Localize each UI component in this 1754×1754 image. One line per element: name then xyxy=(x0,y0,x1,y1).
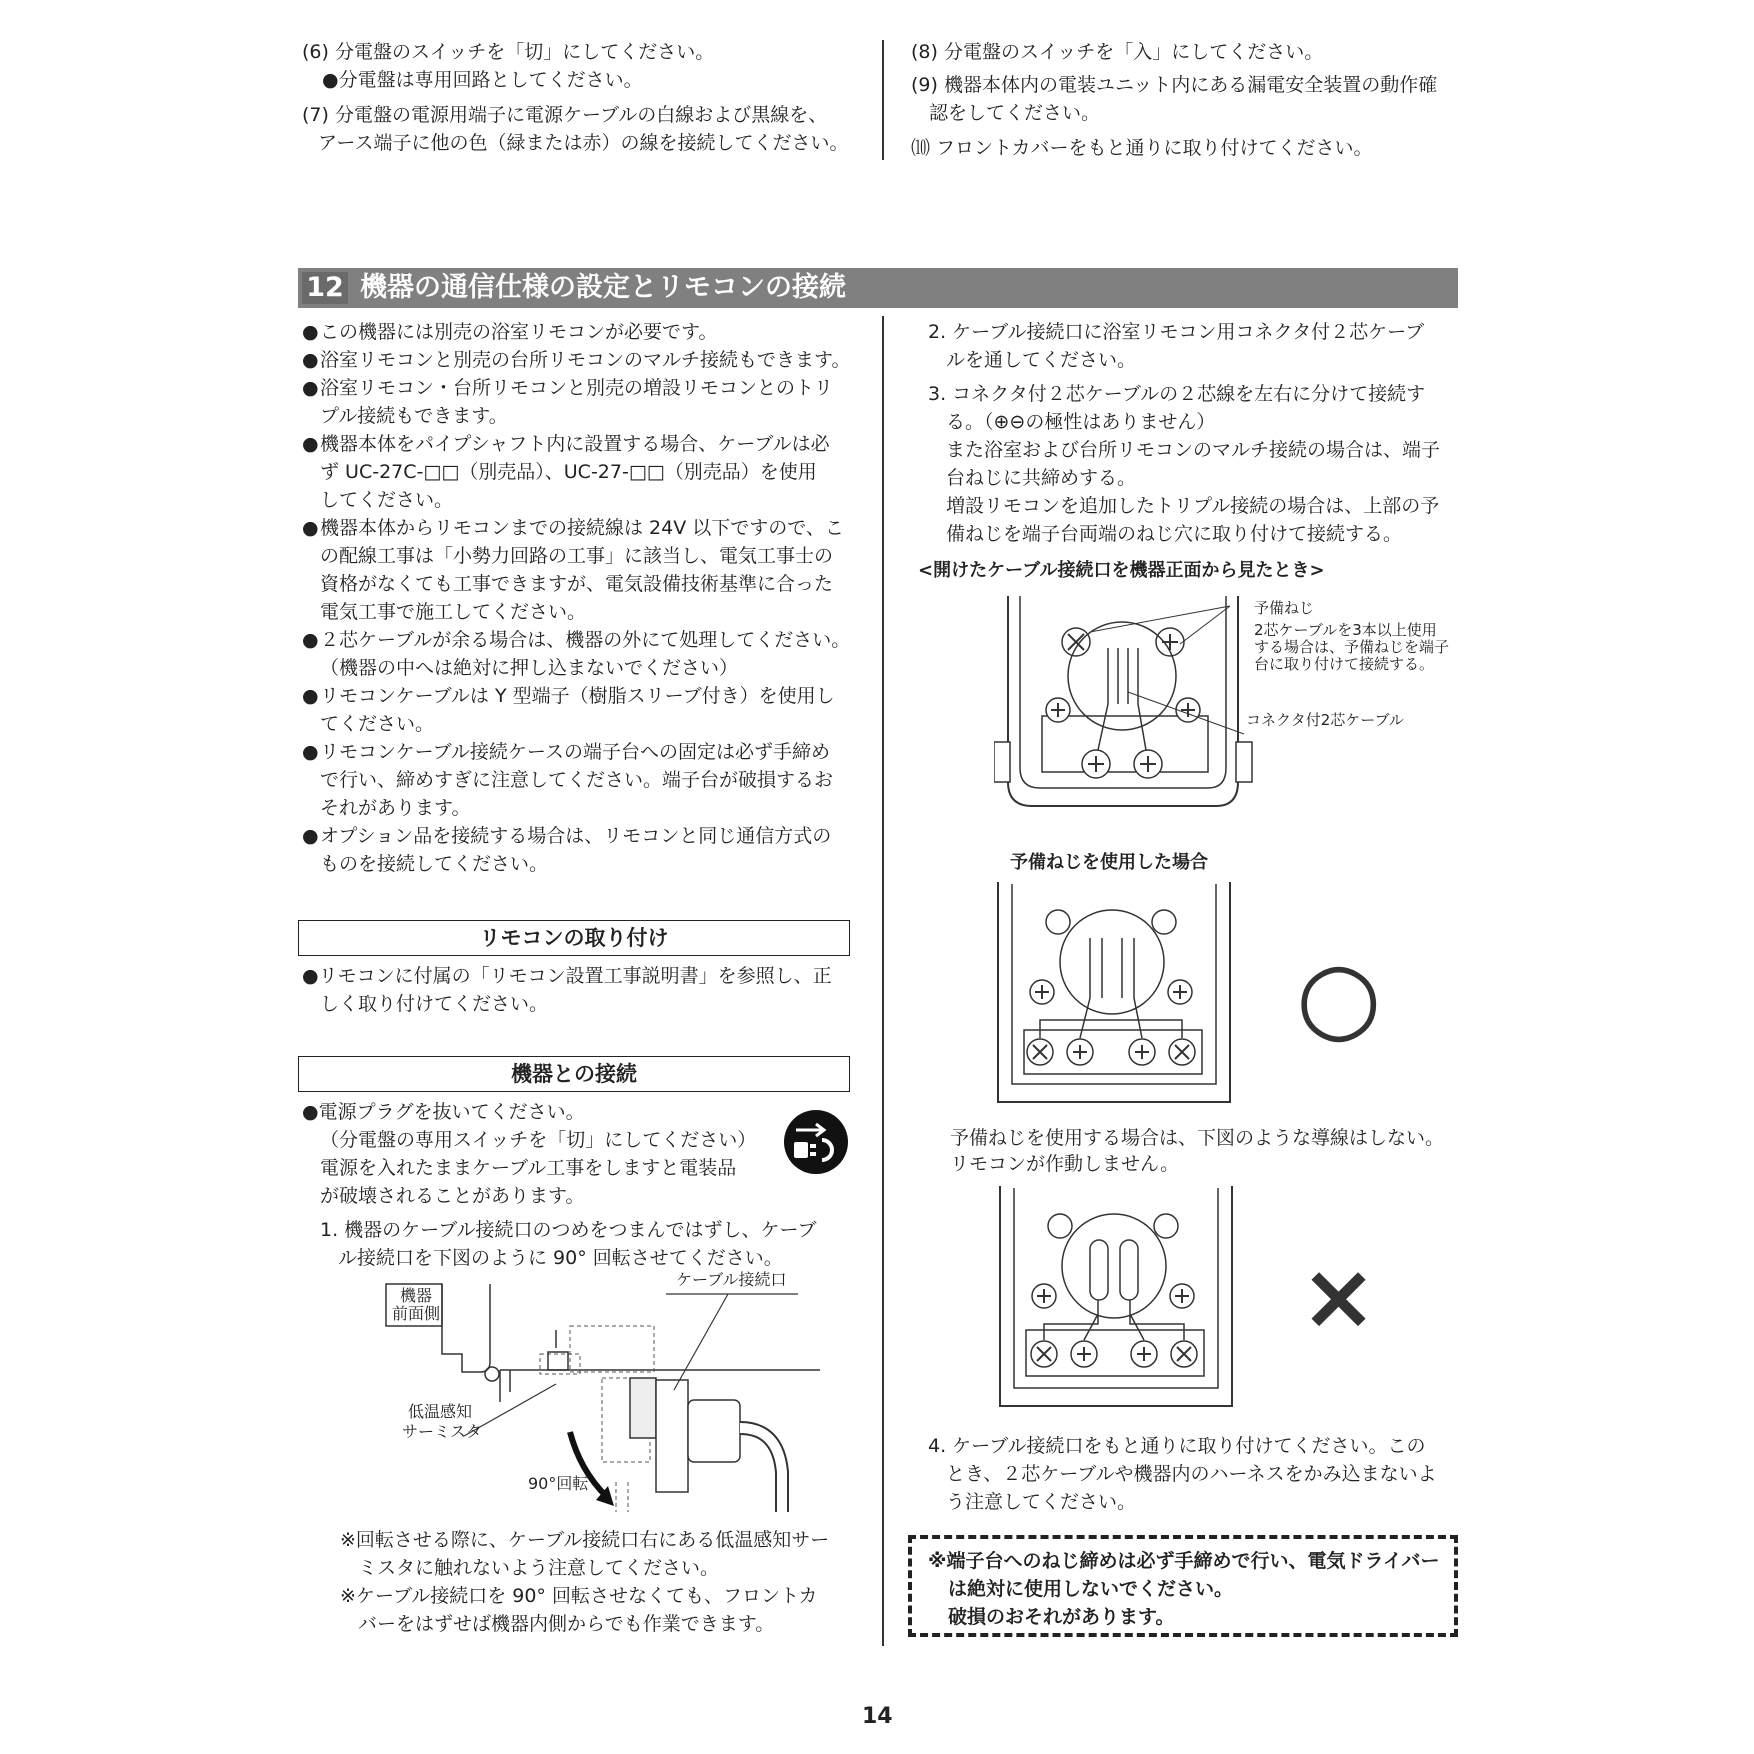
bullet-item-5-line-1: 機器本体からリモコンまでの接続線は 24V 以下ですので、こ xyxy=(320,517,844,539)
label-spare-note-1: 2芯ケーブルを3本以上使用 xyxy=(1254,621,1437,639)
bullet-mark: ● xyxy=(302,349,319,371)
step-3-line5: 増設リモコンを追加したトリプル接続の場合は、上部の予 xyxy=(946,495,1440,517)
bullet-item-5-line-4: 電気工事で施工してください。 xyxy=(320,601,587,623)
bullet-mark: ● xyxy=(302,685,319,707)
note-1-line1: ※回転させる際に、ケーブル接続口右にある低温感知サー xyxy=(340,1529,830,1551)
bullet-mark: ● xyxy=(302,629,319,651)
step-3-line1: 3. コネクタ付２芯ケーブルの２芯線を左右に分けて接続す xyxy=(928,383,1426,405)
bullet-item-4-line-1: 機器本体をパイプシャフト内に設置する場合、ケーブルは必 xyxy=(320,433,830,455)
step-9-line1: (9) 機器本体内の電装ユニット内にある漏電安全装置の動作確 xyxy=(911,74,1438,96)
bullet-item-7-line-1: リモコンケーブルは Y 型端子（樹脂スリーブ付き）を使用し xyxy=(320,685,835,707)
fig-port-label: ケーブル接続口 xyxy=(676,1270,787,1289)
bullet-item-5-line-2: の配線工事は「小勢力回路の工事」に該当し、電気工事士の xyxy=(320,545,834,567)
ok-mark: ○ xyxy=(1296,940,1382,1054)
step-2-line2: ルを通してください。 xyxy=(946,349,1137,371)
section-banner xyxy=(298,268,1458,308)
step-3-line2: る。（⊕⊖の極性はありません） xyxy=(946,411,1216,433)
warning-box xyxy=(908,1535,1458,1637)
bullet-item-3-line-2: プル接続もできます。 xyxy=(320,405,508,427)
fig-rotate-label: 90°回転 xyxy=(528,1474,589,1493)
bullet-item-8-line-2: で行い、締めすぎに注意してください。端子台が破損するお xyxy=(320,769,834,791)
page-number: 14 xyxy=(862,1704,893,1729)
step-4-line2: とき、２芯ケーブルや機器内のハーネスをかみ込まないよ xyxy=(946,1463,1437,1485)
bullet-mark: ● xyxy=(302,517,319,539)
step-4-line1: 4. ケーブル接続口をもと通りに取り付けてください。この xyxy=(928,1435,1426,1457)
bullet-mark: ● xyxy=(302,433,319,455)
note-2-line1: ※ケーブル接続口を 90° 回転させなくても、フロントカ xyxy=(340,1585,818,1607)
rotation-drawing xyxy=(380,1282,830,1512)
remote-install-heading: リモコンの取り付け xyxy=(298,920,850,956)
bullet-item-8-line-1: リモコンケーブル接続ケースの端子台への固定は必ず手締め xyxy=(320,741,830,763)
ng-mark: × xyxy=(1300,1243,1378,1350)
bullet-item-9-line-2: ものを接続してください。 xyxy=(320,853,549,875)
bullet-mark: ● xyxy=(302,741,319,763)
note-2-line2: バーをはずせば機器内側からでも作業できます。 xyxy=(358,1613,775,1635)
label-spare-screw: 予備ねじ xyxy=(1254,599,1315,617)
step-7-line1: (7) 分電盤の電源用端子に電源ケーブルの白線および黒線を、 xyxy=(302,104,828,126)
section-title: 機器の通信仕様の設定とリモコンの接続 xyxy=(360,272,846,303)
step-6: (6) 分電盤のスイッチを「切」にしてください。 xyxy=(302,41,715,63)
spare-used-diagram xyxy=(996,880,1232,1106)
bullet-item-5-line-3: 資格がなくても工事できますが、電気設備技術基準に合った xyxy=(320,573,834,595)
rotation-figure xyxy=(380,1270,830,1512)
bullet-item-1-line-1: この機器には別売の浴室リモコンが必要です。 xyxy=(320,321,718,343)
bullet-mark: ● xyxy=(302,321,319,343)
bullet-item-4-line-3: してください。 xyxy=(320,489,454,511)
bullet-item-4-line-2: ず UC-27C-□□（別売品）、UC-27-□□（別売品）を使用 xyxy=(320,461,817,483)
section-number: 12 xyxy=(302,272,348,304)
unplug-icon xyxy=(782,1108,850,1176)
step-10: ⑽ フロントカバーをもと通りに取り付けてください。 xyxy=(911,137,1373,159)
figure-caption: <開けたケーブル接続口を機器正面から見たとき> xyxy=(918,560,1325,581)
note-1-line2: ミスタに触れないよう注意してください。 xyxy=(358,1557,720,1579)
step-8: (8) 分電盤のスイッチを「入」にしてください。 xyxy=(911,41,1324,63)
bad-caption-2: リモコンが作動しません。 xyxy=(950,1153,1180,1175)
step-1-line1: 1. 機器のケーブル接続口のつめをつまんではずし、ケーブ xyxy=(320,1219,817,1241)
incorrect-wiring-diagram xyxy=(998,1184,1234,1410)
fig-thermistor-label-1: 低温感知 xyxy=(408,1402,473,1421)
bullet-item-6-line-1: ２芯ケーブルが余る場合は、機器の外にて処理してください。 xyxy=(320,629,851,651)
step-7-line2: アース端子に他の色（緑または赤）の線を接続してください。 xyxy=(318,132,849,154)
bullet-item-7-line-2: てください。 xyxy=(320,713,435,735)
power-line-3: 電源を入れたままケーブル工事をしますと電装品 xyxy=(320,1157,737,1179)
bullet-item-9-line-1: オプション品を接続する場合は、リモコンと同じ通信方式の xyxy=(320,825,832,847)
bullet-item-3-line-1: 浴室リモコン・台所リモコンと別売の増設リモコンとのトリ xyxy=(320,377,834,399)
bullet-item-2-line-1: 浴室リモコンと別売の台所リモコンのマルチ接続もできます。 xyxy=(320,349,851,371)
bullet-item-8-line-3: それがあります。 xyxy=(320,797,471,819)
bullet-mark: ● xyxy=(302,825,319,847)
warning-line-3: 破損のおそれがあります。 xyxy=(948,1606,1175,1628)
step-3-line4: 台ねじに共締めする。 xyxy=(946,467,1137,489)
bad-caption-1: 予備ねじを使用する場合は、下図のような導線はしない。 xyxy=(950,1127,1445,1149)
step-4-line3: う注意してください。 xyxy=(946,1491,1137,1513)
label-connector-cable: コネクタ付2芯ケーブル xyxy=(1246,711,1404,729)
fig-front-label-1: 機器 xyxy=(400,1286,433,1305)
column-divider xyxy=(882,316,884,1646)
step-3-line6: 備ねじを端子台両端のねじ穴に取り付けて接続する。 xyxy=(946,523,1403,545)
bullet-item-6-line-2: （機器の中へは絶対に押し込まないでください） xyxy=(320,657,739,679)
fig-thermistor-label-2: サーミスタ xyxy=(402,1422,483,1441)
power-line-2: （分電盤の専用スイッチを「切」にしてください） xyxy=(320,1129,757,1151)
fig-front-label-2: 前面側 xyxy=(392,1304,441,1323)
power-line-1: ●電源プラグを抜いてください。 xyxy=(302,1101,585,1123)
step-3-line3: また浴室および台所リモコンのマルチ接続の場合は、端子 xyxy=(946,439,1441,461)
remote-install-line2: しく取り付けてください。 xyxy=(320,993,549,1015)
warning-line-2: は絶対に使用しないでください。 xyxy=(948,1578,1234,1600)
cable-port-diagram xyxy=(994,592,1278,810)
remote-install-line1: ●リモコンに付属の「リモコン設置工事説明書」を参照し、正 xyxy=(302,965,832,987)
spare-used-caption: 予備ねじを使用した場合 xyxy=(1010,852,1208,873)
label-spare-note-2: する場合は、予備ねじを端子 xyxy=(1254,638,1450,656)
power-line-4: が破壊されることがあります。 xyxy=(320,1185,585,1207)
step-1-line2: ル接続口を下図のように 90° 回転させてください。 xyxy=(338,1247,783,1269)
step-6-note: ●分電盤は専用回路としてください。 xyxy=(322,69,643,91)
label-spare-note-3: 台に取り付けて接続する。 xyxy=(1254,655,1435,673)
step-9-line2: 認をしてください。 xyxy=(929,102,1101,124)
top-divider xyxy=(882,40,884,160)
step-2-line1: 2. ケーブル接続口に浴室リモコン用コネクタ付２芯ケーブ xyxy=(928,321,1425,343)
bullet-mark: ● xyxy=(302,377,319,399)
connection-heading: 機器との接続 xyxy=(298,1056,850,1092)
warning-line-1: ※端子台へのねじ締めは必ず手締めで行い、電気ドライバー xyxy=(928,1550,1440,1572)
